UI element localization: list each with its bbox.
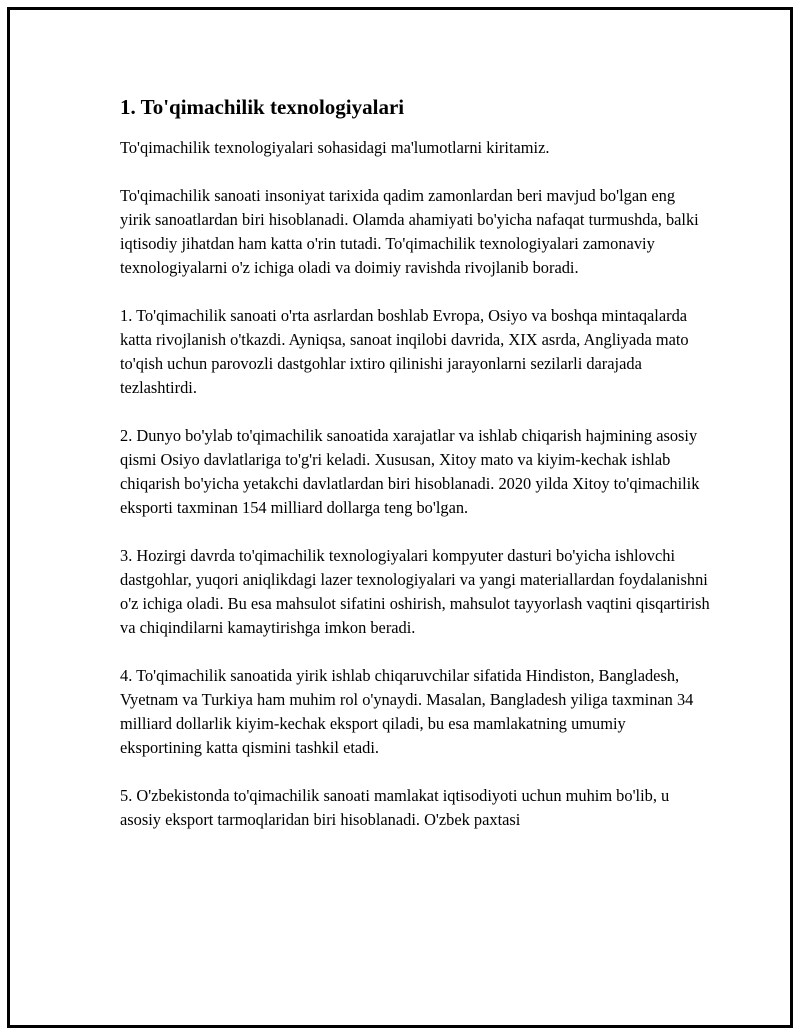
page-frame [7, 7, 793, 1028]
document-body [120, 95, 710, 856]
point-4-paragraph: 4. To'qimachilik sanoatida yirik ishlab chiqaruvchilar sifatida Hindiston, Bangladesh, Vyetnam va Turkiya ham muhim rol o'ynaydi. Masalan, Bangladesh yiliga taxminan 34 milliard dollarlik kiyim-kechak eksport qiladi, bu esa mamlakatning umumiy eksportining katta qismini tashkil etadi. [120, 666, 694, 758]
point-2-paragraph: 2. Dunyo bo'ylab to'qimachilik sanoatida xarajatlar va ishlab chiqarish hajmining asosiy qismi Osiyo davlatlariga to'g'ri keladi. Xususan, Xitoy mato va kiyim-kechak ishlab chiqarish bo'yicha yetakchi davlatlardan biri hisoblanadi. 2020 yilda Xitoy to'qimachilik eksporti taxminan 154 milliard dollarga teng bo'lgan. [120, 426, 700, 518]
document-title: 1. To'qimachilik texnologiyalari [120, 95, 405, 119]
point-5-paragraph: 5. O'zbekistonda to'qimachilik sanoati mamlakat iqtisodiyoti uchun muhim bo'lib, u asosiy eksport tarmoqlaridan biri hisoblanadi. O'zbek paxtasi [120, 786, 670, 830]
point-1-paragraph: 1. To'qimachilik sanoati o'rta asrlardan boshlab Evropa, Osiyo va boshqa mintaqalarda katta rivojlanish o'tkazdi. Ayniqsa, sanoat inqilobi davrida, XIX asrda, Angliyada mato to'qish uchun parovozli dastgohlar ixtiro qilinishi jarayonlarni sezilarli darajada tezlashtirdi. [120, 306, 689, 398]
intro-paragraph: To'qimachilik texnologiyalari sohasidagi ma'lumotlarni kiritamiz. [120, 138, 550, 158]
point-3-paragraph: 3. Hozirgi davrda to'qimachilik texnologiyalari kompyuter dasturi bo'yicha ishlovchi dastgohlar, yuqori aniqlikdagi lazer texnologiyalari va yangi materiallardan foydalanishni o'z ichiga oladi. Bu esa mahsulot sifatini oshirish, mahsulot tayyorlash vaqtini qisqartirish va chiqindilarni kamaytirishga imkon beradi. [120, 546, 710, 638]
overview-paragraph: To'qimachilik sanoati insoniyat tarixida qadim zamonlardan beri mavjud bo'lgan eng yirik sanoatlardan biri hisoblanadi. Olamda ahamiyati bo'yicha nafaqat turmushda, balki iqtisodiy jihatdan ham katta o'rin tutadi. To'qimachilik texnologiyalari zamonaviy texnologiyalarni o'z ichiga oladi va doimiy ravishda rivojlanib boradi. [120, 186, 699, 278]
